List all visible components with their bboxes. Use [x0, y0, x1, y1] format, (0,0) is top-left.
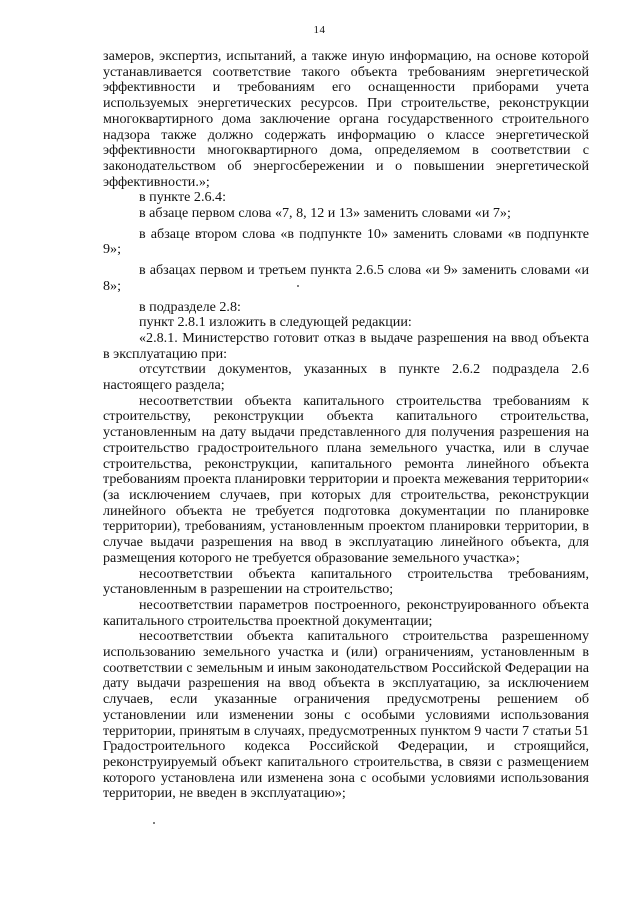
paragraph: несоответствии объекта капитального строительства требованиям к строительству, реконструкции объекта капитального строительства, установленным на дату выдачи представленного для получения разрешения на строительство градостроительного плана земельного участка, или в случае строительства, реконструкции, капитального ремонта линейного объекта требованиям проекта планировки территории и проекта межевания территории« (за исключением случаев, при которых для строительства, реконструкции линейного объекта не требуется подготовка документации по планировке территории), требованиям, установленным проектом планировки территории, в случае выдачи разрешения на ввод в эксплуатацию линейного объекта, для размещения которого не требуется образование земельного участка»; — [103, 392, 589, 566]
paragraph: замеров, экспертиз, испытаний, а также иную информацию, на основе которой устанавливается соответствие такого объекта требованиям энергетической эффективности и требованиям его оснащенности приборами учета используемых энергетических ресурсов. При строительстве, реконструкции многоквартирного дома заключение органа государственного строительного надзора также должно содержать информацию о классе энергетической эффективности многоквартирного дома, определяемом в соответствии с законодательством об энергосбережении и о повышении энергетической эффективности.»; — [103, 48, 589, 190]
page-number: 14 — [313, 24, 326, 36]
paragraph: несоответствии объекта капитального строительства требованиям, установленным в разрешении на строительство; — [103, 565, 589, 598]
paragraph: пункт 2.8.1 изложить в следующей редакции: — [139, 314, 412, 331]
paragraph: в абзаце втором слова «в подпункте 10» заменить словами «в подпункте 9»; — [103, 225, 589, 258]
paragraph: несоответствии параметров построенного, реконструированного объекта капитального строительства проектной документации; — [103, 596, 589, 629]
paragraph: отсутствии документов, указанных в пункте 2.6.2 подраздела 2.6 настоящего раздела; — [103, 361, 589, 394]
paragraph: несоответствии объекта капитального строительства разрешенному использованию земельного участка и (или) ограничениям, установленным в соответствии с земельным и иным законодательством Российской Федерации на дату выдачи разрешения на ввод объекта в эксплуатацию, за исключением случаев, если указанные ограничения предусмотрены решением об установлении или изменении зоны с особыми условиями использования территории, принятым в случаях, предусмотренных пунктом 9 части 7 статьи 51 Градостроительного кодекса Российской Федерации, и строящийся, реконструируемый объект капитального строительства, в связи с размещением которого установлена или изменена зона с особыми условиями использования территории, не введен в эксплуатацию»; — [103, 628, 589, 802]
paragraph: в пункте 2.6.4: — [139, 189, 227, 206]
paragraph: в абзаце первом слова «7, 8, 12 и 13» заменить словами «и 7»; — [139, 205, 511, 222]
document-body — [103, 49, 589, 802]
paragraph: в абзацах первом и третьем пункта 2.6.5 слова «и 9» заменить словами «и 8»; — [103, 262, 589, 294]
paragraph: «2.8.1. Министерство готовит отказ в выдаче разрешения на ввод объекта в эксплуатацию при: — [103, 329, 589, 362]
paragraph: в подразделе 2.8: — [139, 298, 241, 315]
scan-speck — [297, 285, 299, 287]
scan-speck — [153, 822, 155, 824]
